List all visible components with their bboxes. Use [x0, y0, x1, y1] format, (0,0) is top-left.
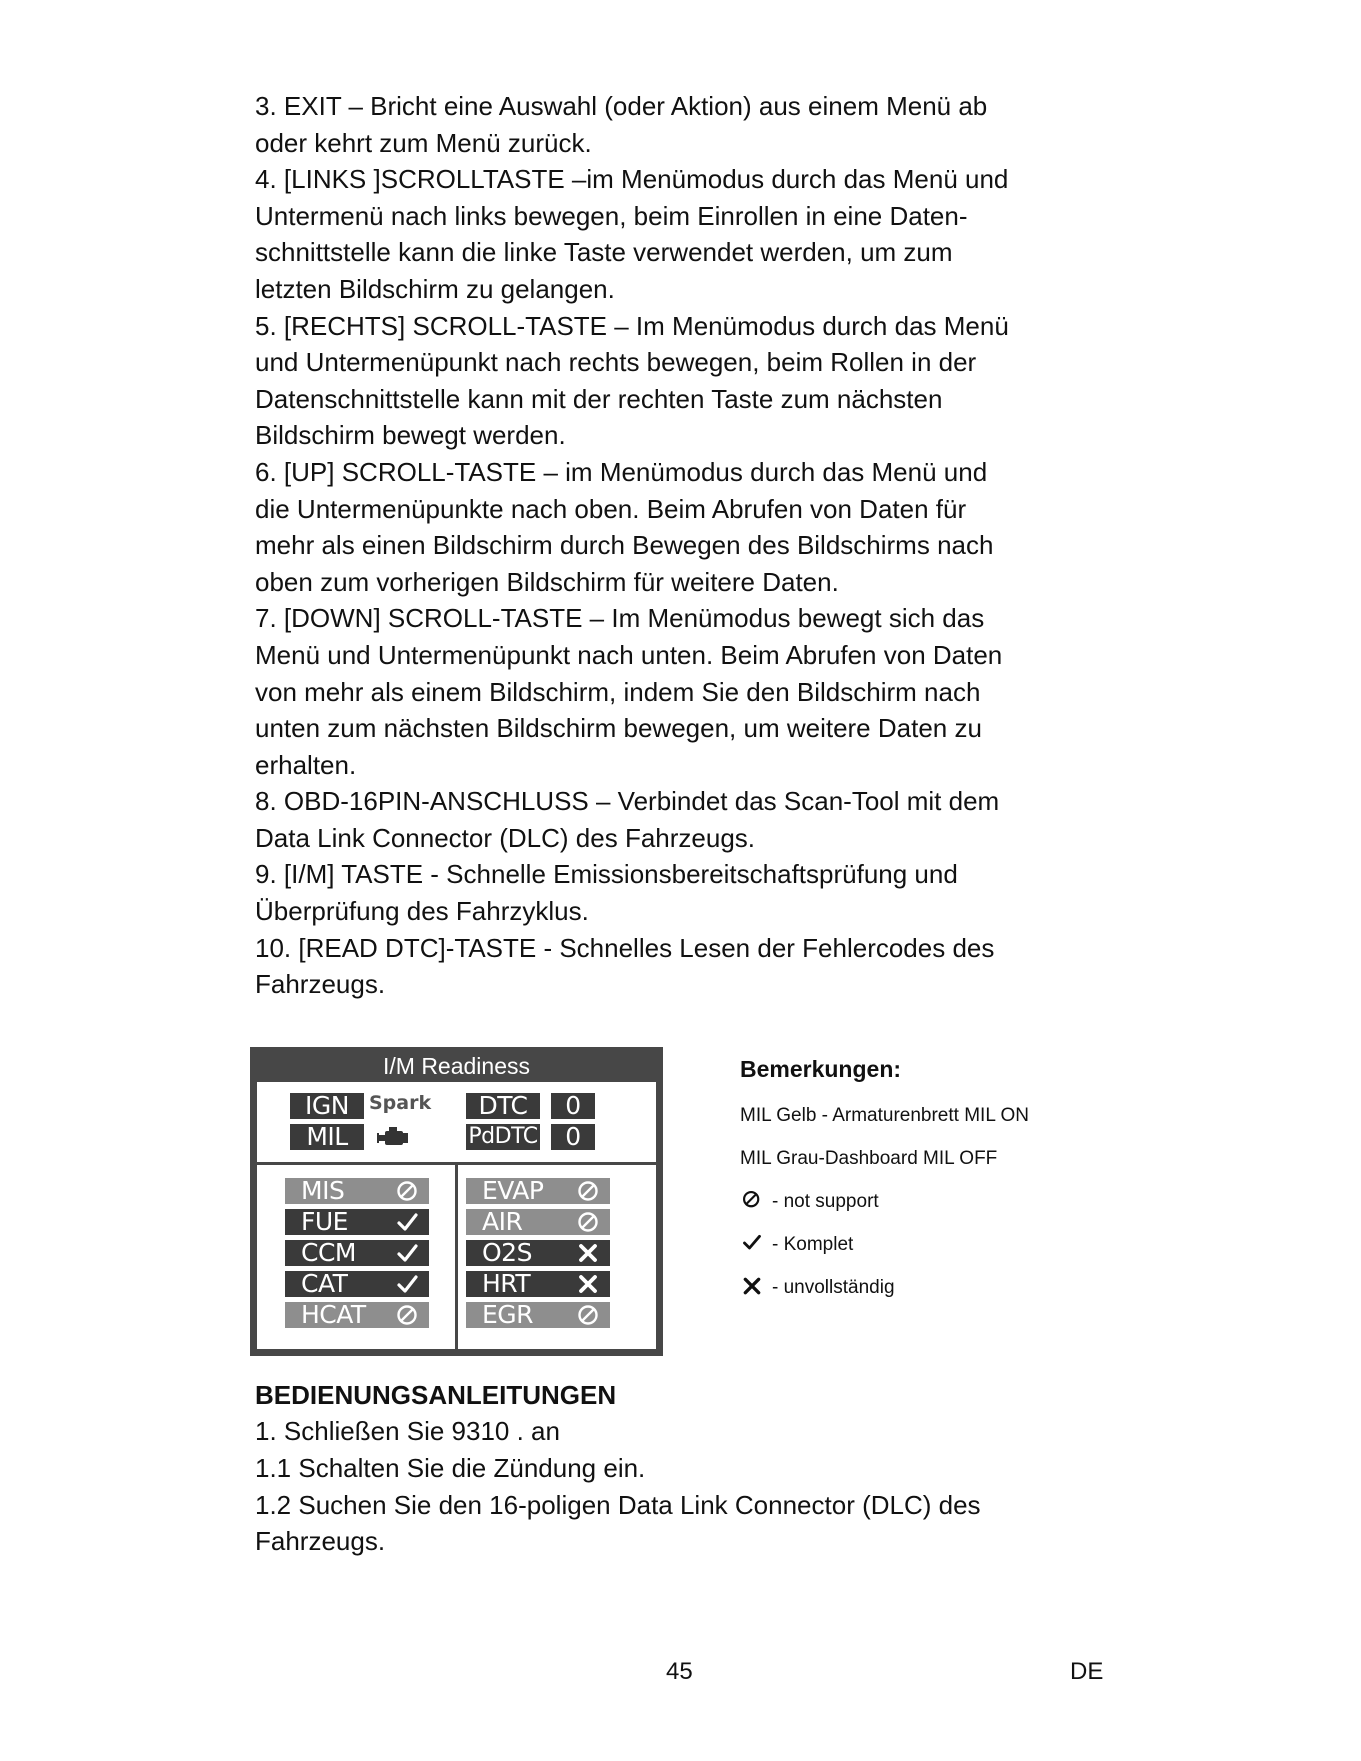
paragraph-up-scroll: 6. [UP] SCROLL-TASTE – im Menümodus durch das Menü und die Untermenüpunkte nach oben. Beim Abrufen von Daten für mehr als einen Bildschirm durch Bewegen des Bildschirms nach oben zum vorherigen Bildschirm für weitere Daten.: [255, 456, 994, 597]
monitor-cell-fue: [285, 1206, 429, 1236]
im-readiness-screen: [250, 1047, 663, 1356]
monitor-label: MIS: [301, 1175, 345, 1205]
checkmark-icon: [395, 1272, 419, 1296]
checkmark-icon: [395, 1210, 419, 1234]
not-supported-icon: [395, 1179, 419, 1203]
monitor-cell-mis: [285, 1175, 429, 1205]
ign-tag: IGN: [290, 1093, 364, 1119]
not-supported-icon: [576, 1179, 600, 1203]
monitor-cell-air: [466, 1206, 610, 1236]
paragraph-im-key: 9. [I/M] TASTE - Schnelle Emissionsbereitschaftsprüfung und Überprüfung des Fahrzyklus.: [255, 859, 958, 927]
language-code: DE: [1070, 1658, 1104, 1685]
page-number: 45: [666, 1658, 693, 1685]
page-content: [255, 88, 1115, 1560]
monitor-label: EVAP: [482, 1175, 544, 1205]
screen-title: I/M Readiness: [382, 1052, 530, 1079]
monitor-cell-hrt: [466, 1268, 610, 1298]
note-not-support-text: - not support: [772, 1190, 879, 1212]
note-mil-grey: MIL Grau-Dashboard MIL OFF: [740, 1147, 998, 1169]
cross-icon: [740, 1276, 764, 1296]
instructions-heading: BEDIENUNGSANLEITUNGEN: [255, 1379, 617, 1410]
paragraph-read-dtc-key: 10. [READ DTC]-TASTE - Schnelles Lesen der Fehlercodes des Fahrzeugs.: [255, 932, 995, 1000]
not-supported-icon: [740, 1190, 764, 1210]
monitor-label: O2S: [482, 1237, 532, 1267]
ign-value: Spark: [369, 1091, 432, 1114]
monitor-label: FUE: [301, 1206, 348, 1236]
screen-divider-vertical: [455, 1165, 458, 1349]
checkmark-icon: [395, 1241, 419, 1265]
monitor-cell-egr: [466, 1299, 610, 1329]
figure-row: [255, 1047, 1115, 1377]
not-supported-icon: [395, 1303, 419, 1327]
notes: [740, 1053, 1120, 1318]
monitor-label: HCAT: [301, 1299, 366, 1329]
instruction-step: 1.1 Schalten Sie die Zündung ein.: [255, 1453, 646, 1484]
not-supported-icon: [576, 1303, 600, 1327]
instruction-step: 1.2 Suchen Sie den 16-poligen Data Link Connector (DLC) des Fahrzeugs.: [255, 1489, 981, 1557]
paragraph-obd-connector: 8. OBD-16PIN-ANSCHLUSS – Verbindet das Scan-Tool mit dem Data Link Connector (DLC) des Fahrzeugs.: [255, 786, 1000, 853]
cross-icon: [576, 1272, 600, 1296]
monitor-cell-ccm: [285, 1237, 429, 1267]
monitor-label: CCM: [301, 1237, 356, 1267]
monitor-label: AIR: [482, 1206, 523, 1236]
note-incomplete: [740, 1275, 1120, 1301]
note-not-support: [740, 1189, 1120, 1215]
monitor-cell-evap: [466, 1175, 610, 1205]
engine-icon: [377, 1124, 411, 1150]
monitor-cell-hcat: [285, 1299, 429, 1329]
note-complete: [740, 1232, 1120, 1258]
not-supported-icon: [576, 1210, 600, 1234]
paragraph-right-scroll: 5. [RECHTS] SCROLL-TASTE – Im Menümodus durch das Menü und Untermenüpunkt nach rechts bewegen, beim Rollen in der Datenschnittstelle kann mit der rechten Taste zum nächsten Bildschirm bewegt werden.: [255, 310, 1009, 451]
note-mil-yellow: MIL Gelb - Armaturenbrett MIL ON: [740, 1104, 1029, 1126]
monitor-cell-cat: [285, 1268, 429, 1298]
checkmark-icon: [740, 1233, 764, 1253]
mil-tag: MIL: [290, 1124, 364, 1150]
monitor-label: EGR: [482, 1299, 534, 1329]
dtc-tag: DTC: [466, 1093, 540, 1119]
monitor-cell-o2s: [466, 1237, 610, 1267]
monitor-label: HRT: [482, 1268, 531, 1298]
note-incomplete-text: - unvollständig: [772, 1276, 895, 1298]
paragraph-exit: 3. EXIT – Bricht eine Auswahl (oder Aktion) aus einem Menü ab oder kehrt zum Menü zurück.: [255, 91, 988, 158]
paragraph-left-scroll: 4. [LINKS ]SCROLLTASTE –im Menümodus durch das Menü und Untermenü nach links bewegen, beim Einrollen in eine Daten- schnittstelle kann die linke Taste verwendet werden, um zum letzten Bildschirm zu gelangen.: [255, 164, 1009, 304]
note-complete-text: - Komplet: [772, 1233, 854, 1255]
paragraph-down-scroll: 7. [DOWN] SCROLL-TASTE – Im Menümodus bewegt sich das Menü und Untermenüpunkt nach unten. Beim Abrufen von Daten von mehr als einem Bildschirm, indem Sie den Bildschirm nach unten zum nächsten Bildschirm bewegen, um weitere Daten zu erhalten.: [255, 603, 1003, 780]
screen-body: [257, 1082, 656, 1349]
dtc-count: 0: [551, 1093, 595, 1119]
monitor-label: CAT: [301, 1268, 348, 1298]
notes-title: Bemerkungen:: [740, 1055, 902, 1082]
cross-icon: [576, 1241, 600, 1265]
instruction-step: 1. Schließen Sie 9310 . an: [255, 1416, 560, 1447]
pddtc-count: 0: [551, 1124, 595, 1150]
pddtc-tag: PdDTC: [466, 1124, 540, 1150]
